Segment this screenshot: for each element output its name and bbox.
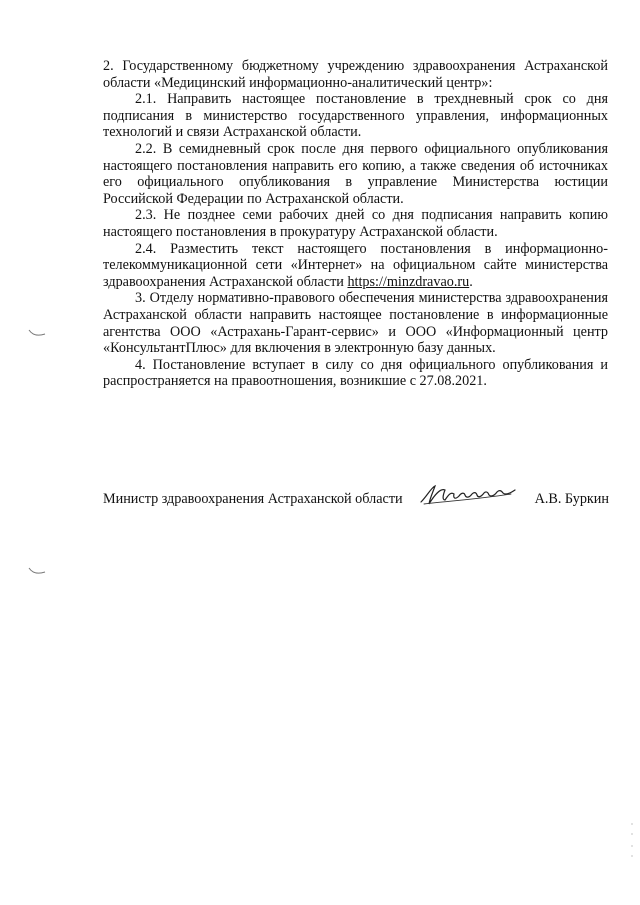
site-link-suffix: . [469, 273, 473, 290]
paragraph-2-1: 2.1. Направить настоящее постановление в трехдневный срок со дня подписания в министерство государственного управления, информационных технологий и связи Астраханской области. [103, 91, 608, 141]
scan-artifact-mark [28, 328, 46, 338]
scan-artifact-mark [28, 566, 46, 576]
paragraph-2-2: 2.2. В семидневный срок после дня первого официального опубликования настоящего постановления направить его копию, а также сведения об источниках его официального опубликования в управление Министерства юстиции Российской Федерации по Астраханской области. [103, 140, 608, 207]
site-link[interactable]: https://minzdravao.ru [347, 273, 470, 290]
paragraph-3: 3. Отделу нормативно-правового обеспечения министерства здравоохранения Астраханской области направить настоящее постановление в информационные агентства ООО «Астрахань-Гарант-сервис» и ООО «Информационный центр «КонсультантПлюс» для включения в электронную базу данных. [103, 290, 608, 357]
paragraph-2-4-text: 2.4. Разместить текст настоящего постановления в информационно-телекоммуникационной сети «Интернет» на официальном сайте министерства здравоохранения Астраханской области [103, 240, 608, 290]
paragraph-4: 4. Постановление вступает в силу со дня официального опубликования и распространяется на правоотношения, возникшие с 27.08.2021. [103, 356, 608, 390]
handwritten-signature [419, 482, 519, 508]
paragraph-2-4 [103, 241, 608, 291]
signature-line [103, 482, 609, 508]
scan-artifact-dots [630, 820, 634, 860]
paragraph-2-3: 2.3. Не позднее семи рабочих дней со дня подписания направить копию настоящего постановления в прокуратуру Астраханской области. [103, 207, 608, 240]
document-body [103, 58, 608, 390]
signatory-name: А.В. Буркин [534, 491, 609, 507]
paragraph-2: 2. Государственному бюджетному учреждению здравоохранения Астраханской области «Медицинский информационно-аналитический центр»: [103, 58, 608, 91]
signatory-position: Министр здравоохранения Астраханской области [103, 491, 403, 507]
